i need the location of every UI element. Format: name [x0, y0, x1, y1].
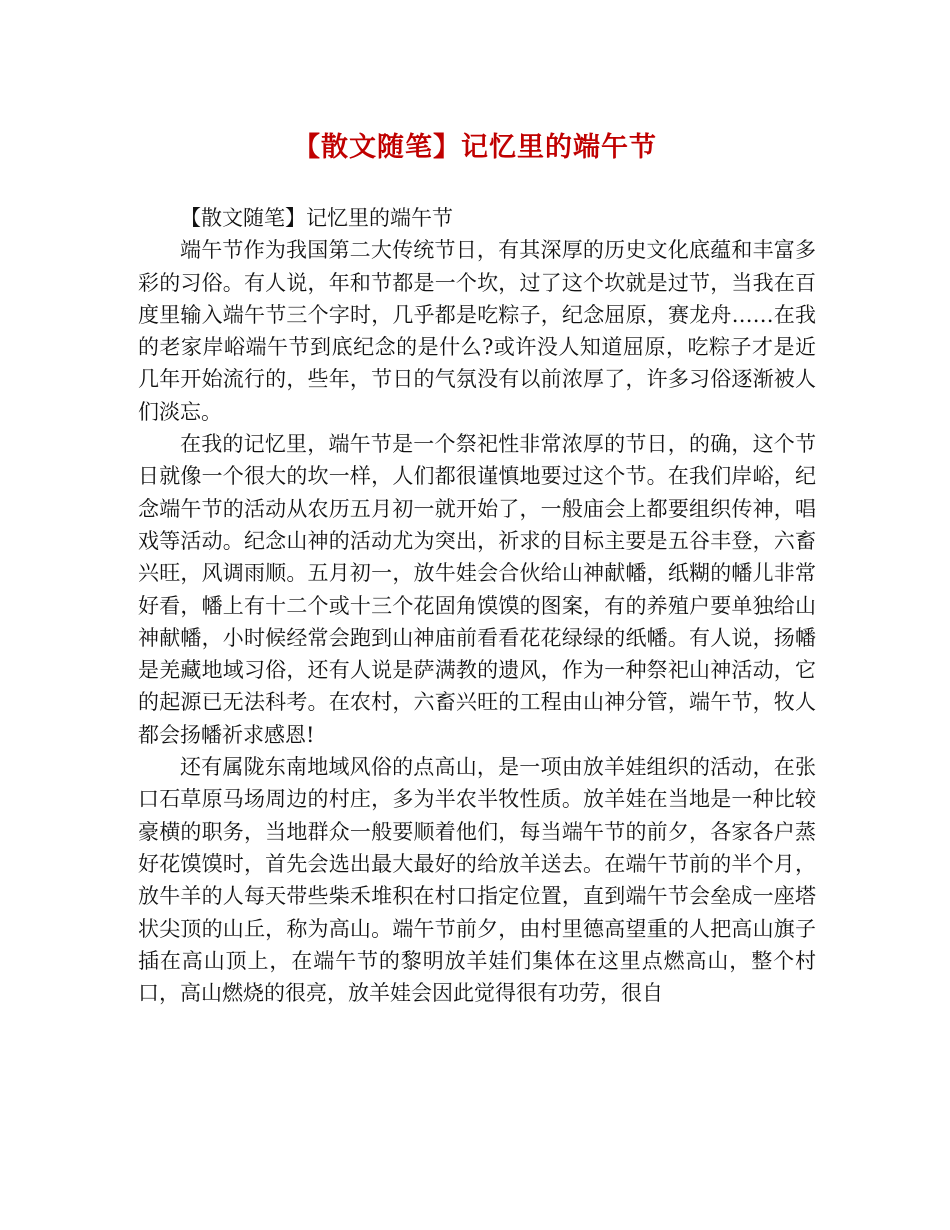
document-body: [138, 202, 816, 1009]
paragraph-1: 端午节作为我国第二大传统节日，有其深厚的历史文化底蕴和丰富多彩的习俗。有人说，年和节都是一个坎，过了这个坎就是过节，当我在百度里输入端午节三个字时，几乎都是吃粽子，纪念屈原，赛龙舟……在我的老家岸峪端午节到底纪念的是什么?或许没人知道屈原，吃粽子才是近几年开始流行的，些年，节日的气氛没有以前浓厚了，许多习俗逐渐被人们淡忘。: [138, 238, 816, 424]
paragraph-2: 在我的记忆里，端午节是一个祭祀性非常浓厚的节日，的确，这个节日就像一个很大的坎一样，人们都很谨慎地要过这个节。在我们岸峪，纪念端午节的活动从农历五月初一就开始了，一般庙会上都要组织传神，唱戏等活动。纪念山神的活动尤为突出，祈求的目标主要是五谷丰登，六畜兴旺，风调雨顺。五月初一，放牛娃会合伙给山神献幡，纸糊的幡儿非常好看，幡上有十二个或十三个花固角馍馍的图案，有的养殖户要单独给山神献幡，小时候经常会跑到山神庙前看看花花绿绿的纸幡。有人说，扬幡是羌藏地域习俗，还有人说是萨满教的遗风，作为一种祭祀山神活动，它的起源已无法科考。在农村，六畜兴旺的工程由山神分管，端午节，牧人都会扬幡祈求感恩!: [138, 432, 816, 747]
paragraph-subtitle: 【散文随笔】记忆里的端午节: [180, 206, 453, 230]
document-title: 【散文随笔】记忆里的端午节: [293, 132, 657, 163]
paragraph-3: 还有属陇东南地域风俗的点高山，是一项由放羊娃组织的活动，在张口石草原马场周边的村庄，多为半农半牧性质。放羊娃在当地是一种比较豪横的职务，当地群众一般要顺着他们，每当端午节的前夕，各家各户蒸好花馍馍时，首先会选出最大最好的给放羊送去。在端午节前的半个月，放牛羊的人每天带些柴禾堆积在村口指定位置，直到端午节会垒成一座塔状尖顶的山丘，称为高山。端午节前夕，由村里德高望重的人把高山旗子插在高山顶上，在端午节的黎明放羊娃们集体在这里点燃高山，整个村口，高山燃烧的很亮，放羊娃会因此觉得很有功劳，很自: [138, 755, 816, 1006]
